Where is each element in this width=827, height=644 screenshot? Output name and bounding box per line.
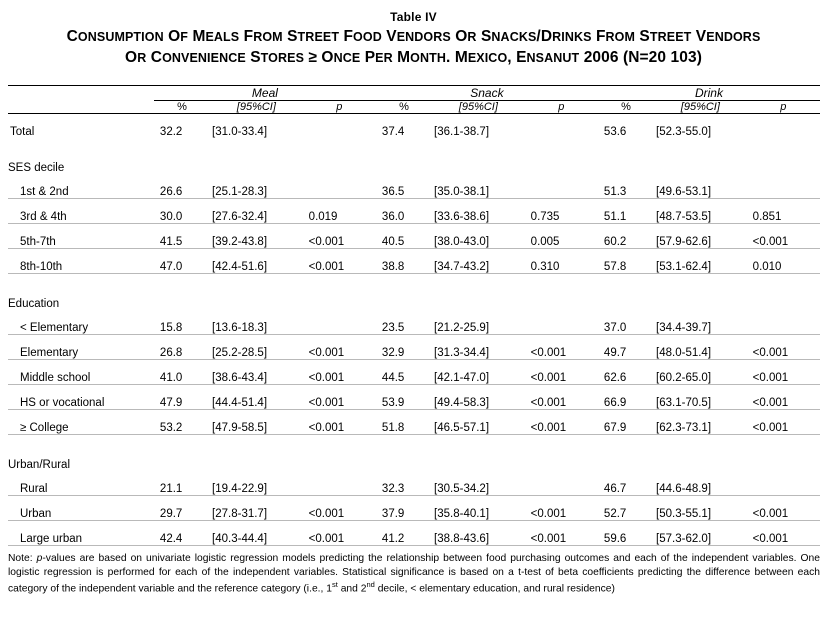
table-row [8, 520, 820, 545]
cell-snack-ci: [33.6-38.6] [432, 198, 525, 223]
row-label: Total [10, 125, 35, 138]
cell-snack-pct: 37.9 [376, 495, 432, 520]
cell-drink-pct: 60.2 [598, 223, 654, 248]
cell-drink-ci: [49.6-53.1] [654, 174, 747, 199]
cell-snack-ci: [46.5-57.1] [432, 409, 525, 434]
cell-snack-pct: 23.5 [376, 310, 432, 335]
cell-snack-ci: [35.0-38.1] [432, 174, 525, 199]
table-row [8, 223, 820, 248]
section-pad-cell [154, 284, 820, 310]
footnote-sup-nd: nd [366, 579, 375, 589]
cell-snack-p [525, 174, 598, 199]
cell-snack-p: <0.001 [525, 384, 598, 409]
table-spacer-row [8, 273, 820, 284]
table-row [8, 113, 820, 138]
cell-meal-p: <0.001 [303, 384, 376, 409]
cell-drink-p [747, 113, 820, 138]
row-label: Rural [8, 471, 154, 496]
section-label: Urban/Rural [8, 458, 70, 471]
table-row [8, 359, 820, 384]
cell-meal-ci: [47.9-58.5] [210, 409, 303, 434]
cell-drink-pct: 46.7 [598, 471, 654, 496]
cell-drink-ci: [50.3-55.1] [654, 495, 747, 520]
row-label: 3rd & 4th [8, 198, 154, 223]
cell-drink-p: <0.001 [747, 520, 820, 545]
table-row [8, 384, 820, 409]
subheader-drink-ci: [95%CI] [654, 100, 747, 113]
cell-drink-ci: [34.4-39.7] [654, 310, 747, 335]
cell-snack-pct: 37.4 [381, 125, 405, 138]
cell-drink-pct: 67.9 [598, 409, 654, 434]
table-label: Table IV [390, 10, 437, 24]
cell-snack-p [525, 471, 598, 496]
header-group-row [8, 85, 820, 100]
row-label: 1st & 2nd [8, 174, 154, 199]
cell-meal-p: <0.001 [303, 248, 376, 273]
cell-meal-pct: 47.9 [154, 384, 210, 409]
row-label: 5th-7th [8, 223, 154, 248]
cell-snack-ci: [38.8-43.6] [432, 520, 525, 545]
cell-meal-p: <0.001 [303, 223, 376, 248]
cell-drink-ci: [52.3-55.0] [656, 125, 712, 138]
cell-snack-ci: [30.5-34.2] [432, 471, 525, 496]
cell-meal-pct: 26.8 [154, 334, 210, 359]
subheader-snack-pct: % [376, 100, 432, 113]
row-label: Urban [8, 495, 154, 520]
footnote-sup-st: st [332, 579, 338, 589]
row-label: < Elementary [8, 310, 154, 335]
cell-snack-p: 0.310 [525, 248, 598, 273]
table-row [8, 495, 820, 520]
cell-snack-pct: 41.2 [376, 520, 432, 545]
cell-snack-p [525, 113, 598, 138]
subheader-meal-ci: [95%CI] [210, 100, 303, 113]
spacer-cell [8, 138, 820, 148]
cell-snack-pct: 36.5 [376, 174, 432, 199]
cell-meal-p [303, 113, 376, 138]
cell-snack-p: <0.001 [525, 334, 598, 359]
table-title [8, 27, 819, 69]
cell-drink-ci: [44.6-48.9] [654, 471, 747, 496]
footnote-text-2: -values are based on univariate logistic regression models predicting the relationship between food purchasing outcomes and each of the independent variables. One logistic regression is performed for each of the independent variables. Statistical significance is based on a t-test of beta coefficients predicting the difference between each category of the independent variable and the reference category (i.e., 1 [8, 552, 820, 595]
cell-drink-p: 0.010 [747, 248, 820, 273]
cell-meal-p: <0.001 [303, 359, 376, 384]
cell-drink-ci: [63.1-70.5] [654, 384, 747, 409]
cell-snack-pct: 32.3 [376, 471, 432, 496]
cell-snack-pct: 40.5 [376, 223, 432, 248]
cell-snack-ci: [34.7-43.2] [432, 248, 525, 273]
table-row [8, 174, 820, 199]
table-footnote [8, 552, 820, 596]
cell-snack-ci: [36.1-38.7] [434, 125, 490, 138]
cell-meal-pct: 53.2 [154, 409, 210, 434]
cell-snack-p [525, 310, 598, 335]
cell-drink-p: <0.001 [747, 223, 820, 248]
cell-drink-pct: 37.0 [598, 310, 654, 335]
cell-meal-p: <0.001 [303, 334, 376, 359]
cell-meal-pct: 32.2 [159, 125, 183, 138]
cell-meal-p [303, 174, 376, 199]
cell-meal-pct: 26.6 [154, 174, 210, 199]
cell-drink-p: <0.001 [747, 359, 820, 384]
subheader-drink-p: p [747, 100, 820, 113]
cell-snack-p: <0.001 [525, 495, 598, 520]
cell-snack-ci: [49.4-58.3] [432, 384, 525, 409]
cell-snack-p: <0.001 [525, 359, 598, 384]
subheader-snack-p: p [525, 100, 598, 113]
table-head [8, 85, 820, 113]
footnote-italic-p: p [36, 552, 43, 564]
cell-meal-ci: [13.6-18.3] [210, 310, 303, 335]
table-row [8, 334, 820, 359]
subheader-meal-p: p [303, 100, 376, 113]
subheader-drink-pct: % [598, 100, 654, 113]
cell-meal-pct: 21.1 [154, 471, 210, 496]
cell-drink-p: <0.001 [747, 384, 820, 409]
cell-meal-ci: [27.8-31.7] [210, 495, 303, 520]
cell-drink-pct: 66.9 [598, 384, 654, 409]
cell-drink-ci: [53.1-62.4] [654, 248, 747, 273]
subheader-meal-pct: % [154, 100, 210, 113]
row-label: Large urban [8, 520, 154, 545]
cell-meal-ci: [44.4-51.4] [210, 384, 303, 409]
table-spacer-row [8, 138, 820, 148]
cell-drink-ci: [48.7-53.5] [654, 198, 747, 223]
cell-drink-ci: [48.0-51.4] [654, 334, 747, 359]
table-title-line2: OR CONVENIENCE STORES ≥ ONCE PER MONTH. MEXICO, ENSANUT 2006 (N=20 103) [125, 48, 702, 66]
table-foot [8, 545, 820, 546]
table-spacer-row [8, 434, 820, 445]
cell-meal-pct: 41.5 [154, 223, 210, 248]
cell-snack-ci: [21.2-25.9] [432, 310, 525, 335]
table-row [8, 248, 820, 273]
cell-meal-ci: [25.1-28.3] [210, 174, 303, 199]
table-section-row [8, 284, 820, 310]
group-header-snack: Snack [376, 85, 598, 100]
cell-drink-ci: [62.3-73.1] [654, 409, 747, 434]
cell-meal-p: <0.001 [303, 409, 376, 434]
cell-drink-pct: 51.1 [598, 198, 654, 223]
cell-meal-ci: [31.0-33.4] [212, 125, 268, 138]
table-title-line1: CONSUMPTION OF MEALS FROM STREET FOOD VENDORS OR SNACKS/DRINKS FROM STREET VENDORS [66, 28, 761, 45]
cell-meal-pct: 29.7 [154, 495, 210, 520]
cell-drink-p: <0.001 [747, 495, 820, 520]
cell-meal-ci: [19.4-22.9] [210, 471, 303, 496]
cell-drink-pct: 59.6 [598, 520, 654, 545]
cell-drink-p [747, 310, 820, 335]
data-table [8, 85, 820, 546]
row-label: HS or vocational [8, 384, 154, 409]
section-pad-cell [154, 445, 820, 471]
cell-meal-p: 0.019 [303, 198, 376, 223]
cell-snack-ci: [38.0-43.0] [432, 223, 525, 248]
table-section-row [8, 445, 820, 471]
table-body [8, 113, 820, 545]
cell-snack-p: <0.001 [525, 520, 598, 545]
cell-drink-pct: 62.6 [598, 359, 654, 384]
cell-meal-pct: 41.0 [154, 359, 210, 384]
section-label: Education [8, 297, 60, 310]
footnote-text-1: Note: [8, 552, 37, 564]
cell-snack-pct: 36.0 [376, 198, 432, 223]
subheader-corner-cell [8, 100, 154, 113]
cell-meal-ci: [42.4-51.6] [210, 248, 303, 273]
cell-drink-ci: [57.3-62.0] [654, 520, 747, 545]
cell-drink-p: <0.001 [747, 334, 820, 359]
cell-drink-pct: 53.6 [603, 125, 627, 138]
row-label: Middle school [8, 359, 154, 384]
table-row [8, 409, 820, 434]
cell-drink-p: 0.851 [747, 198, 820, 223]
spacer-cell [8, 273, 820, 284]
cell-meal-ci: [25.2-28.5] [210, 334, 303, 359]
cell-meal-p [303, 471, 376, 496]
row-label: ≥ College [8, 409, 154, 434]
row-label: 8th-10th [8, 248, 154, 273]
cell-drink-pct: 52.7 [598, 495, 654, 520]
cell-snack-p: 0.735 [525, 198, 598, 223]
table-section-row [8, 148, 820, 174]
cell-meal-pct: 15.8 [154, 310, 210, 335]
cell-snack-pct: 53.9 [376, 384, 432, 409]
cell-drink-p [747, 471, 820, 496]
cell-snack-ci: [42.1-47.0] [432, 359, 525, 384]
cell-drink-pct: 49.7 [598, 334, 654, 359]
footnote-text-3: and 2 [337, 583, 367, 595]
cell-meal-ci: [40.3-44.4] [210, 520, 303, 545]
section-label: SES decile [8, 161, 65, 174]
footnote-text-4: decile, < elementary education, and rural residence) [374, 583, 615, 595]
cell-meal-ci: [38.6-43.4] [210, 359, 303, 384]
cell-meal-p [303, 310, 376, 335]
cell-snack-p: 0.005 [525, 223, 598, 248]
cell-drink-ci: [60.2-65.0] [654, 359, 747, 384]
cell-meal-pct: 47.0 [154, 248, 210, 273]
table-row [8, 471, 820, 496]
cell-meal-ci: [27.6-32.4] [210, 198, 303, 223]
cell-snack-pct: 44.5 [376, 359, 432, 384]
subheader-snack-ci: [95%CI] [432, 100, 525, 113]
cell-drink-pct: 57.8 [598, 248, 654, 273]
cell-drink-pct: 51.3 [598, 174, 654, 199]
row-label: Elementary [8, 334, 154, 359]
group-header-drink: Drink [598, 85, 820, 100]
group-header-meal: Meal [154, 85, 376, 100]
table-bottom-rule [8, 545, 820, 546]
cell-meal-p: <0.001 [303, 495, 376, 520]
cell-drink-p: <0.001 [747, 409, 820, 434]
cell-snack-ci: [35.8-40.1] [432, 495, 525, 520]
cell-snack-p: <0.001 [525, 409, 598, 434]
spacer-cell [8, 434, 820, 445]
table-row [8, 310, 820, 335]
cell-meal-pct: 42.4 [154, 520, 210, 545]
cell-meal-ci: [39.2-43.8] [210, 223, 303, 248]
table-row [8, 198, 820, 223]
bottom-rule-cell [8, 545, 820, 546]
header-sub-row [8, 100, 820, 113]
cell-drink-p [747, 174, 820, 199]
cell-snack-pct: 38.8 [376, 248, 432, 273]
cell-snack-pct: 51.8 [376, 409, 432, 434]
section-pad-cell [154, 148, 820, 174]
cell-meal-p: <0.001 [303, 520, 376, 545]
cell-snack-pct: 32.9 [376, 334, 432, 359]
header-corner-cell [8, 85, 154, 100]
cell-snack-ci: [31.3-34.4] [432, 334, 525, 359]
cell-meal-pct: 30.0 [154, 198, 210, 223]
cell-drink-ci: [57.9-62.6] [654, 223, 747, 248]
